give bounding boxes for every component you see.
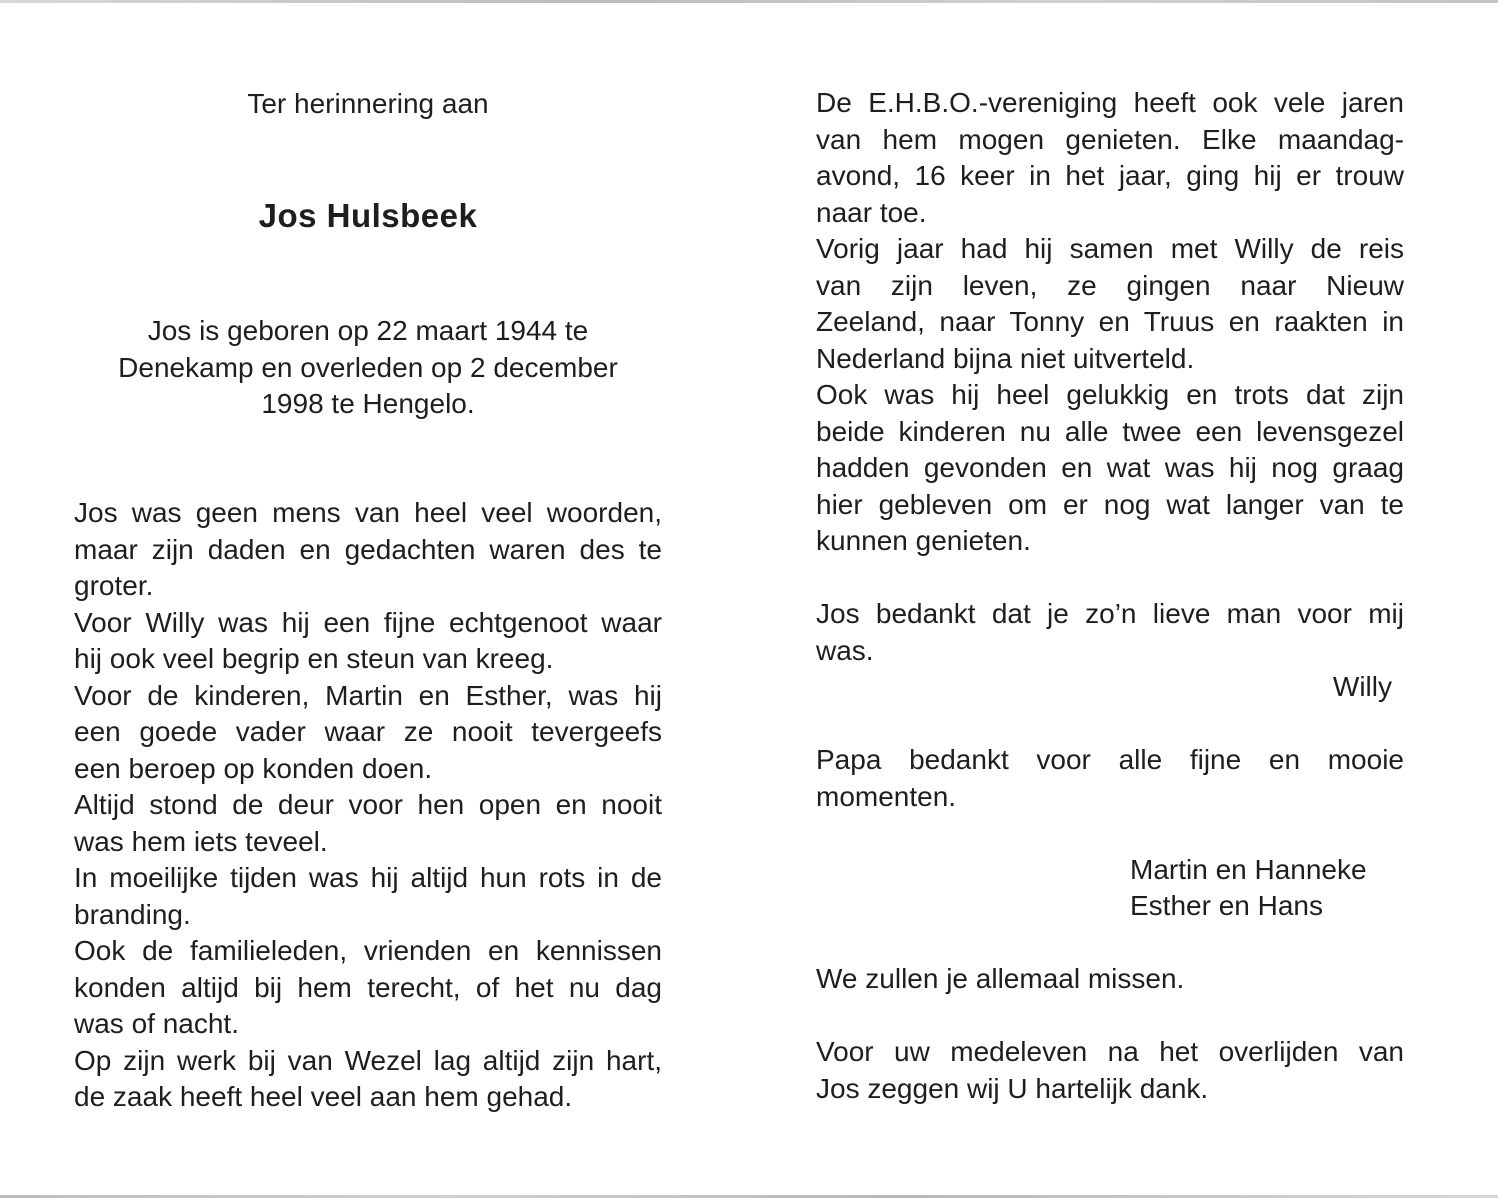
wife-signature: Willy — [1332, 671, 1392, 702]
left-tribute-text — [74, 495, 662, 1116]
children-signature-line: Esther en Hans — [1130, 890, 1323, 921]
birth-line: Denekamp en overleden op 2 december — [118, 351, 618, 383]
spacer — [816, 998, 1404, 1035]
tribute-line: Op zijn werk bij van Wezel lag altijd zijn hart, — [74, 1044, 662, 1076]
children-message — [816, 742, 1404, 815]
tribute-line: De E.H.B.O.-vereniging heeft ook vele jaren — [816, 87, 1404, 118]
tribute-line: konden altijd bij hem terecht, of het nu dag — [74, 971, 662, 1003]
tribute-line: Ook de familieleden, vrienden en kennissen — [74, 935, 662, 966]
top-edge — [0, 0, 1498, 3]
children-message-line: Papa bedankt voor alle fijne en mooie — [816, 744, 1404, 775]
tribute-line: van zijn leven, ze gingen naar Nieuw — [816, 269, 1404, 301]
wife-message-line: was. — [816, 634, 874, 666]
birth-line: Jos is geboren op 22 maart 1944 te — [147, 315, 589, 346]
thanks-line: Voor uw medeleven na het overlijden van — [816, 1036, 1404, 1067]
tribute-line: de zaak heeft heel veel aan hem gehad. — [74, 1081, 573, 1112]
thanks-line: Jos zeggen wij U hartelijk dank. — [816, 1072, 1209, 1104]
thanks-message — [816, 1034, 1404, 1107]
tribute-line: een goede vader waar ze nooit tevergeefs — [74, 716, 662, 747]
children-message-line: momenten. — [816, 780, 957, 812]
bottom-edge — [0, 1195, 1498, 1198]
intro-text: Ter herinnering aan — [247, 88, 489, 119]
tribute-line: kunnen genieten. — [816, 525, 1031, 556]
tribute-line: Voor de kinderen, Martin en Esther, was hij — [74, 679, 662, 711]
spacer — [816, 815, 1404, 852]
spacer — [816, 706, 1404, 743]
tribute-line: hij ook veel begrip en steun van kreeg. — [74, 643, 554, 674]
tribute-line: van hem mogen genieten. Elke maandag- — [816, 123, 1404, 155]
children-signature — [816, 852, 1404, 925]
spacer — [816, 925, 1404, 962]
tribute-line: beide kinderen nu alle twee een levensgezel — [816, 415, 1404, 447]
tribute-line: Nederland bijna niet uitverteld. — [816, 342, 1195, 374]
deceased-name: Jos Hulsbeek — [258, 197, 478, 234]
tribute-line: was of nacht. — [74, 1008, 239, 1039]
tribute-line: Jos was geen mens van heel veel woorden, — [74, 497, 662, 528]
wife-message-line: Jos bedankt dat je zo’n lieve man voor mij — [816, 598, 1404, 629]
tribute-line: Voor Willy was hij een fijne echtgenoot waar — [74, 606, 662, 638]
tribute-line: een beroep op konden doen. — [74, 752, 433, 784]
birth-line: 1998 te Hengelo. — [261, 388, 475, 419]
tribute-line: maar zijn daden en gedachten waren des te — [74, 533, 662, 565]
tribute-line: hier gebleven om er nog wat langer van te — [816, 488, 1404, 520]
tribute-line: naar toe. — [816, 196, 927, 228]
tribute-line: hadden gevonden en wat was hij nog graag — [816, 452, 1404, 483]
spacer — [816, 560, 1404, 597]
right-tribute-text — [816, 85, 1404, 1107]
tribute-line: branding. — [74, 898, 191, 930]
tribute-line: avond, 16 keer in het jaar, ging hij er trouw — [816, 160, 1404, 191]
wife-message — [816, 596, 1404, 706]
children-signature-line: Martin en Hanneke — [1130, 853, 1367, 885]
tribute-line: In moeilijke tijden was hij altijd hun rots in de — [74, 862, 662, 893]
tribute-line: was hem iets teveel. — [74, 825, 328, 857]
tribute-line: Altijd stond de deur voor hen open en nooit — [74, 789, 662, 820]
tribute-line: Zeeland, naar Tonny en Truus en raakten in — [816, 306, 1404, 337]
tribute-line: Vorig jaar had hij samen met Willy de reis — [816, 233, 1404, 264]
birth-death-statement — [74, 313, 662, 423]
tribute-line: groter. — [74, 570, 154, 601]
tribute-line: Ook was hij heel gelukkig en trots dat zijn — [816, 379, 1404, 410]
closing-line: We zullen je allemaal missen. — [816, 963, 1185, 994]
